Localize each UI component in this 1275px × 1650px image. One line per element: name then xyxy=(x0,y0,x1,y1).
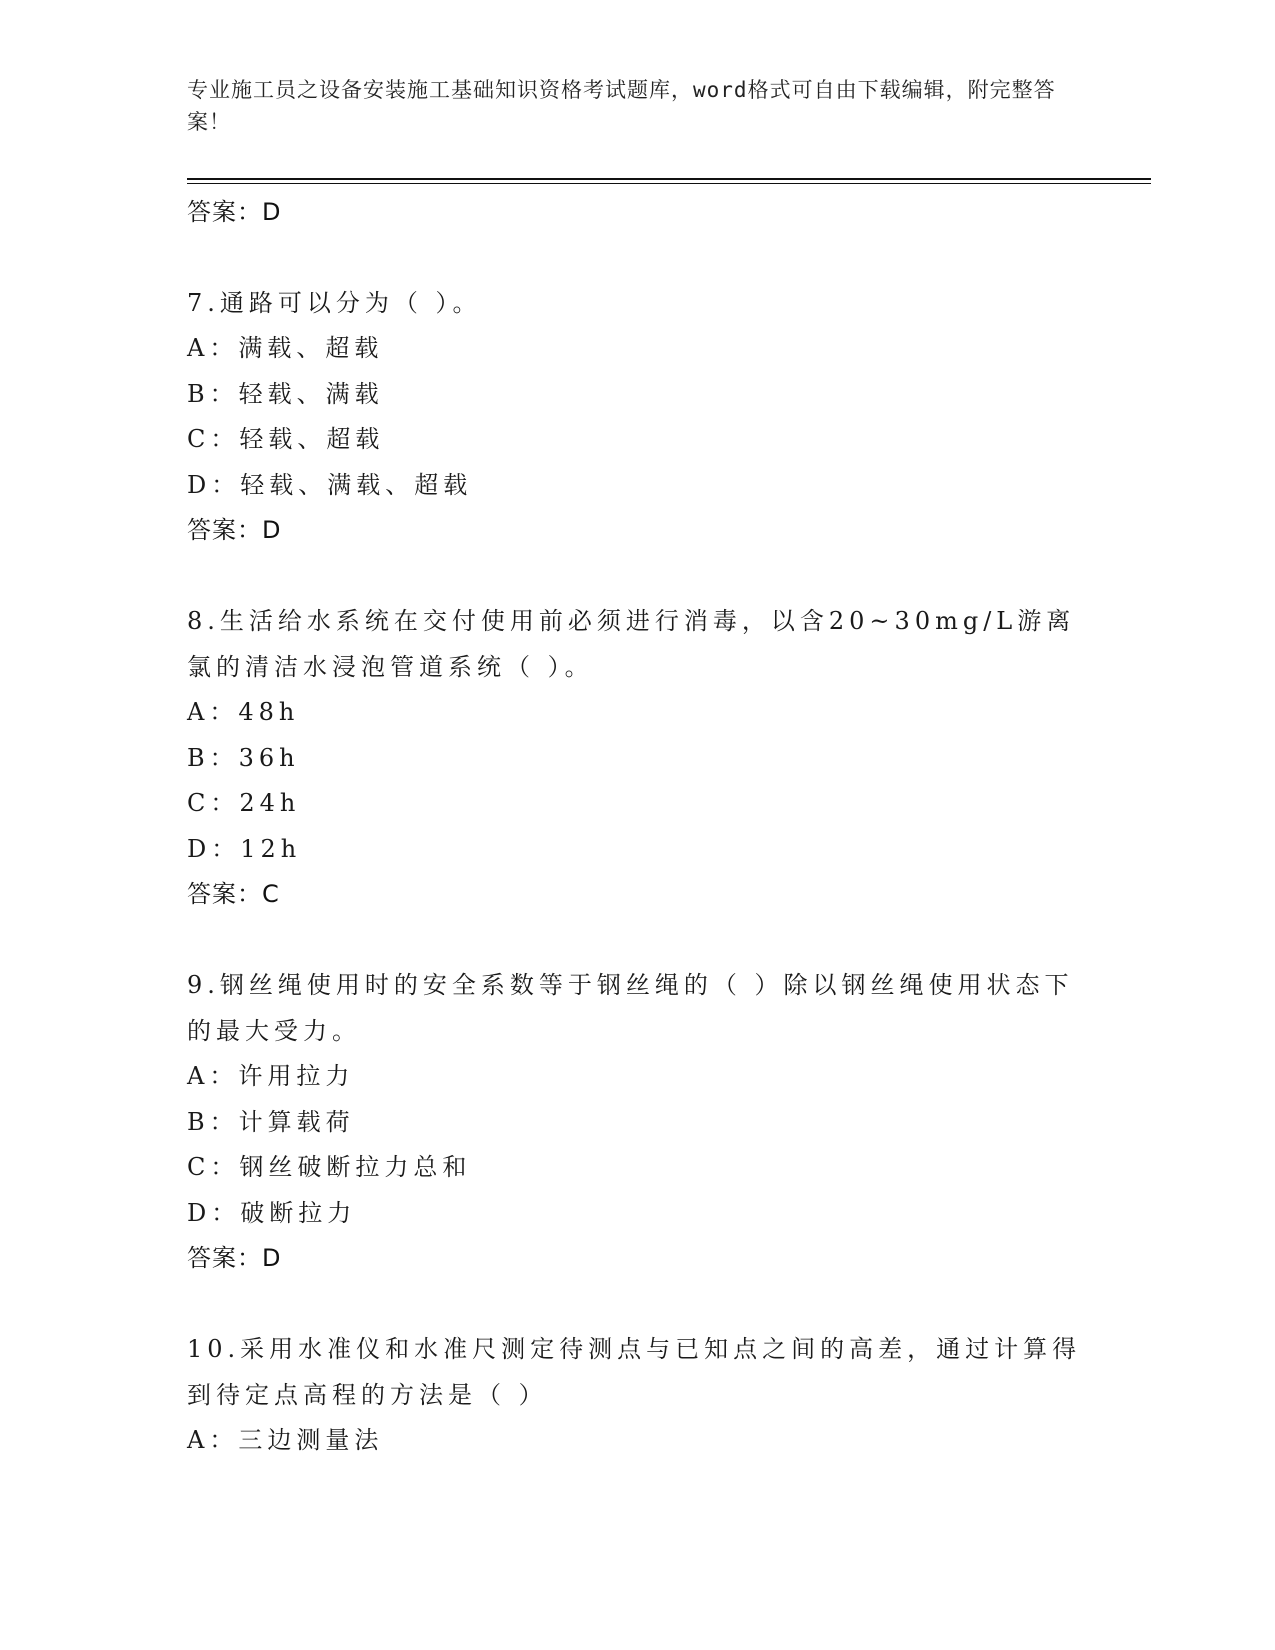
answer-value: D xyxy=(262,1244,282,1272)
answer-prefix: 答案： xyxy=(187,880,262,908)
answer-value: C xyxy=(262,880,280,908)
question-block xyxy=(187,598,1087,917)
answer-prefix: 答案： xyxy=(187,516,262,544)
answer-line xyxy=(187,872,1087,917)
question-stem: 7.通路可以分为（ ）。 xyxy=(187,289,482,317)
answer-line xyxy=(187,190,1087,235)
option-b: B：36h xyxy=(187,743,300,772)
document-header xyxy=(187,74,1067,138)
option-d: D：破断拉力 xyxy=(187,1198,357,1227)
question-block xyxy=(187,280,1087,553)
option-c: C：24h xyxy=(187,789,301,817)
question-list xyxy=(187,190,1087,1464)
question-block xyxy=(187,962,1087,1281)
question-stem: 9.钢丝绳使用时的安全系数等于钢丝绳的（ ）除以钢丝绳使用状态下的最大受力。 xyxy=(187,971,1074,1045)
answer-line xyxy=(187,508,1087,553)
header-text: 专业施工员之设备安装施工基础知识资格考试题库，word格式可自由下载编辑，附完整答案！ xyxy=(187,78,1056,134)
option-a: A：三边测量法 xyxy=(187,1426,384,1454)
header-divider xyxy=(187,178,1151,180)
option-a: A：满载、超载 xyxy=(187,334,384,362)
answer-prefix: 答案： xyxy=(187,1244,262,1272)
option-d: D：12h xyxy=(187,834,302,863)
answer-prefix: 答案： xyxy=(187,198,262,226)
option-b: B：轻载、满载 xyxy=(187,379,384,408)
header-divider-thin xyxy=(187,183,1151,184)
option-d: D：轻载、满载、超载 xyxy=(187,470,473,499)
question-block xyxy=(187,1326,1087,1464)
option-c: C：轻载、超载 xyxy=(187,425,385,453)
option-b: B：计算载荷 xyxy=(187,1107,355,1136)
option-a: A：许用拉力 xyxy=(187,1062,355,1090)
option-a: A：48h xyxy=(187,698,300,726)
question-stem: 8.生活给水系统在交付使用前必须进行消毒，以含20~30mg/L游离氯的清洁水浸泡管道系统（ ）。 xyxy=(187,607,1076,681)
answer-value: D xyxy=(262,516,282,544)
answer-line xyxy=(187,1236,1087,1281)
question-stem: 10.采用水准仪和水准尺测定待测点与已知点之间的高差，通过计算得到待定点高程的方法是（ ） xyxy=(187,1335,1082,1409)
answer-value: D xyxy=(262,198,282,226)
option-c: C：钢丝破断拉力总和 xyxy=(187,1153,472,1181)
